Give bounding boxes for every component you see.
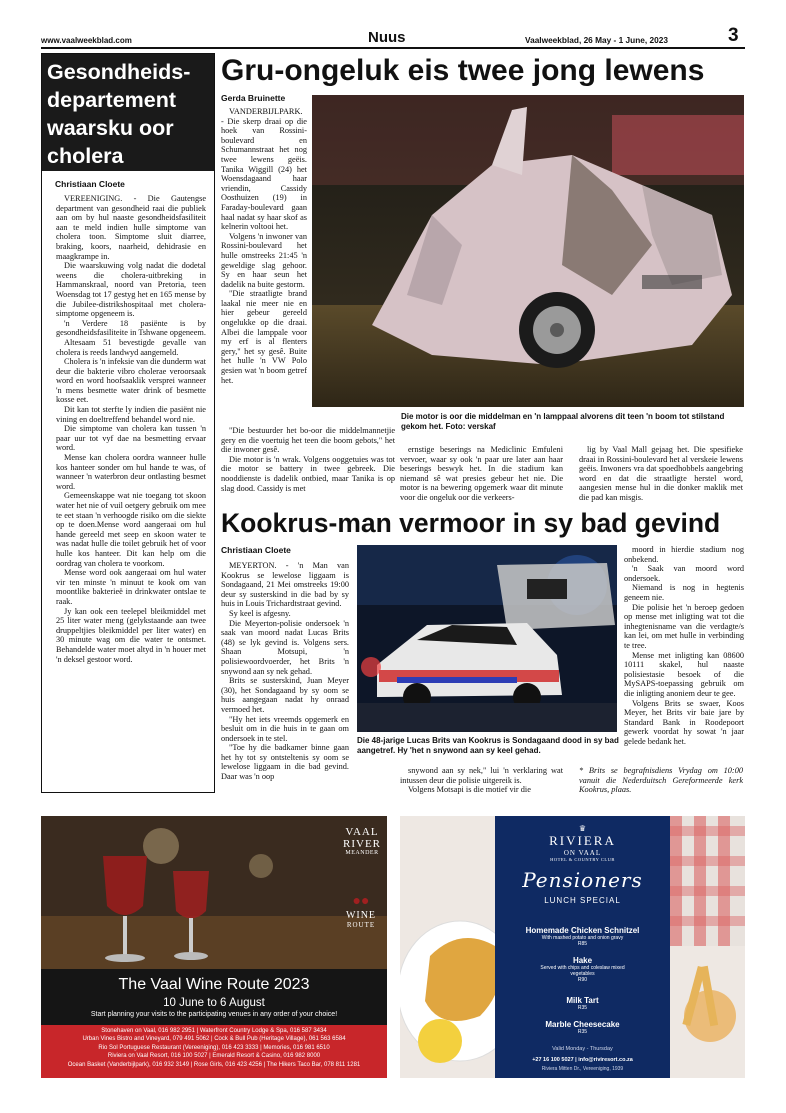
wine-ad-venues [41,1025,387,1078]
story1-photo-caption: Die motor is oor die middelman en 'n lamppaal alvorens dit teen 'n boom tot stilstand gekom het. Foto: verskaf [401,412,725,431]
venue-line: Riviera on Vaal Resort, 016 100 5027 | Emerald Resort & Casino, 016 982 8000 [107,1053,321,1060]
story2-headline: Kookrus-man vermoor in sy bad gevind [221,508,721,538]
brand-name: RIVIERA [549,833,616,848]
site-url[interactable]: www.vaalweekblad.com [41,36,132,45]
brand-line: RIVER [343,838,381,850]
menu-item-price: R85 [577,941,588,947]
story1-byline: Gerda Bruinette [221,93,286,103]
brand-sub2: HOTEL & COUNTRY CLUB [550,857,615,862]
story1-headline: Gru-ongeluk eis twee jong lewens [221,54,705,87]
paragraph: VANDERBIJLPARK. - Die skerp draai op die hoek van Rossini-boulevard en Schumannstraat het nog twee lewens geëis. Tanika Wiggill (24) het Woensdagaand haar vriendin, Cassidy Oosthuizen (19) in Faraday-boulevard gaan haal nadat sy haar skof as kelnerin voltooi het. [221,107,307,232]
paragraph: Mense met inligting kan 08600 10111 skakel, hul naaste polisiestasie besoek of die MySAPS-toepassing gebruik om die inligting anoniem deur te gee. [624,650,744,698]
menu-item-name: Hake [572,956,593,965]
valid-days: Valid Monday - Thursday [552,1046,613,1052]
menu-item [495,1020,670,1044]
story2-byline: Christiaan Cloete [221,545,291,555]
section-label: Nuus [368,29,406,46]
menu-item-price: R35 [577,1029,588,1035]
venue-line: Stonehaven on Vaal, 016 982 2951 | Waterfront Country Lodge & Spa, 016 587 3434 [101,1028,327,1034]
story2-col3 [624,545,744,759]
paragraph: "Hy het iets vreemds opgemerk en besluit om in die huis in te gaan om ondersoek in te stel. [221,714,349,743]
riviera-ad[interactable] [400,816,745,1078]
story1-col2 [221,426,395,502]
brand-line: VAAL [345,826,379,838]
wine-ad-tagline: Start planning your visits to the participating venues in any order of your choice! [90,1011,338,1018]
paragraph: Dit kan tot sterfte ly indien die pasiënt nie vining en doeltreffend behandel word nie. [56,405,206,424]
page-number: 3 [728,25,739,46]
paragraph: 'n Verdere 18 pasiënte is by gesondheidsfasiliteite in Tshwane opgeneem. [56,318,206,338]
paragraph: Cholera is 'n infeksie van die dunderm wat deur die bakterie vibro cholerae veroorsaak word en word hoofsaaklik versprei wanneer 'n mens besmette water drink of besmette kosse eet. [56,357,206,405]
paragraph: VEREENIGING. - Die Gautengse department van gesondheid raai die publiek aan om by hul naaste gesondheidsfasiliteit aan te meld indien hulle simptome van cholera toon. Simptome sluit diarree, braking, koors, naarheid, dehidrasie en maagkrampe in. [56,194,206,261]
vaal-river-meander-logo [337,826,387,856]
story2-note: * Brits se begrafnisdiens Vrydag om 10:00 vanuit die Nederduitsch Gereformeerde kerk Kookrus, plaas. [579,766,743,795]
contact-info: +27 16 100 5027 | info@riviresort.co.za [532,1057,633,1063]
story1-col3 [400,445,563,502]
paragraph: Die waarskuwing volg nadat die dodetal weens die cholera-uitbreking in Hammanskraal, noord van Pretoria, teen Woensdag tot 17 gestyg het en 165 mense by die Jubilee-distrikshospitaal met cholera-simptome opgeneem is. [56,261,206,319]
menu-item [495,926,670,956]
paragraph: Jy kan ook een teelepel bleikmiddel met 25 liter water meng (gelykstaande aan twee druppeltjies bleikmiddel per liter water) en 30 minute wag om die water te ontsmet. Behandelde water moet altyd in 'n houer met 'n deksel gestoor word. [56,606,206,664]
paragraph: "Die bestuurder het bo-oor die middelmannetjie gery en die voertuig het teen die boom gebots," het die inwoner gesê. [221,426,395,455]
story1-col1 [221,107,307,425]
brand-sub: ON VAAL [563,849,602,857]
badge-line: WINE [345,910,377,921]
wine-ad-title: The Vaal Wine Route 2023 [118,976,310,993]
paragraph: Altesaam 51 bevestigde gevalle van cholera is reeds landwyd aangemeld. [56,337,206,357]
menu-item-desc: With mashed potato and onion gravy [541,935,624,941]
paragraph: Mense word ook aangeraai om hul water vir ten minste 'n minuut te kook om van moontlike bakterieë in drinkwater ontslae te raak. [56,568,206,606]
paragraph: "Die straatligte brand laakal nie meer nie en hier gebeur gereeld ongelukke op die draai. Albei die lamppale voor my erf is al flenters gery," het sy gesê. Buite het hulle 'n VW Polo gesien wat 'n boom getref het. [221,289,307,385]
paragraph: Volgens Motsapi is die motief vir die [408,785,531,795]
address: Riviera Mitten Dr., Vereeniging, 1939 [541,1066,624,1072]
sidebar-byline: Christiaan Cloete [55,179,125,189]
wine-route-ad[interactable] [41,816,387,1078]
paragraph: MEYERTON. - 'n Man van Kookrus se lewelose liggaam is Sondagaand, 21 Mei omstreeks 19:00 deur sy susterskind in die bad by sy huis in Louis Trichardtstraat gevind. [221,561,349,609]
lunch-special: LUNCH SPECIAL [544,896,621,905]
menu-item-name: Marble Cheesecake [545,1020,620,1029]
wine-ad-dates: 10 June to 6 August [163,997,265,1009]
menu-item-price: R90 [577,977,588,983]
story2-photo-caption: Die 48-jarige Lucas Brits van Kookrus is Sondagaand dood in sy bad aangetref. Hy 'het n snywond aan sy keel gehad. [357,736,619,755]
paragraph: Gemeenskappe wat nie toegang tot skoon water het nie of vuil oetgery gebruik om mee te eet staan 'n verhoogde risiko om die siekte op te doen.Mense word aangeraai om hul hande gereeld met seep en skoon water te was nadat hulle die toilet gebruik het of voor hulle kos hanteer. Dit kan help om die oordrag van cholera te voorkom. [56,491,206,568]
issue-date: Vaalweekblad, 26 May - 1 June, 2023 [525,35,668,45]
header-rule [41,47,745,49]
paragraph: Brits se susterskind, Juan Meyer (30), het Sondagaand by sy oom se huis aangegaan nadat hy onraad vermoed het. [221,676,349,714]
paragraph: Die simptome van cholera kan tussen 'n paar uur tot vyf dae na besmetting ervaar word. [56,424,206,453]
crash-photo [312,95,744,407]
paragraph: Sy keel is afgesny. [229,608,291,618]
brand-line: MEANDER [345,850,379,856]
menu-item-desc: Served with chips and coleslaw mixed vegetables [540,965,625,977]
wine-route-badge [339,894,383,929]
menu-item [495,996,670,1020]
badge-line: ROUTE [346,921,376,929]
paragraph: Die motor is 'n wrak. Volgens ooggetuies was tot die motor se battery in twee gebreek. Die nooddienste is dadelik ontbied, maar Tanika is op slag dood. Cassidy is met [221,454,395,493]
sidebar-border [41,53,215,793]
menu-item-price: R35 [577,1005,588,1011]
paragraph: moord in hierdie stadium nog onbekend. [624,545,744,564]
venue-line: Rio Sol Portuguese Restaurant (Vereeniging), 016 423 3333 | Memories, 016 981 6510 [98,1044,330,1051]
grapes-icon: ●● [352,894,370,909]
paragraph: Volgens 'n inwoner van Rossini-boulevard het hulle omstreeks 21:45 'n geweldige slag gehoor. Sy en haar seun het dadelik na buite gestorm. [221,231,307,289]
menu-list [495,926,670,1044]
story2-col2 [400,766,563,798]
paragraph: lig by Vaal Mall gejaag het. Die spesifieke draai in Rossini-boulevard het al verskeie lewens geëis. Inwoners vra dat spoedhobbels aangebring word en dat die straatligte herstel word, aangesien mense hul in die donker maklik met die pad kan misgis. [579,445,743,502]
paragraph: 'n Saak van moord word ondersoek. [624,564,744,583]
crown-icon: ♛ [578,824,587,833]
paragraph: ernstige beserings na Mediclinic Emfuleni vervoer, waar sy ook 'n paar ure later aan haar beserings beswyk het. In die stadium kan niemand sê wat presies gebeur het nie. Die motor is na bewering opgemerk waar dit minute voor die ongeluk oor die verkeers- [400,445,563,502]
police-photo [357,545,617,732]
menu-item-name: Homemade Chicken Schnitzel [525,926,640,935]
paragraph: snywond aan sy nek," lui 'n verklaring wat intussen deur die polisie uitgereik is. [400,766,563,785]
pensioners-title: Pensioners [522,868,643,892]
paragraph: "Toe hy die badkamer binne gaan het hy tot sy ontsteltenis sy oom se lewelose liggaam in die bad gevind. Daar was 'n oop [221,743,349,782]
sidebar-headline: Gesondheids-departement waarsku oor cholera [47,60,191,168]
menu-item-name: Milk Tart [566,996,599,1005]
paragraph: Volgens Brits se swaer, Koos Meyer, het Brits vir baie jare by Standard Bank in Roodepoort gewerk voordat hy sowat 'n jaar gelede bedank het. [624,698,744,746]
paragraph: Niemand is nog in hegtenis geneem nie. [624,583,744,602]
venue-line: Ocean Basket (Vanderbijlpark), 016 932 3149 | Rose Girls, 016 423 4256 | The Hikers Taco Bar, 078 811 1281 [67,1061,361,1068]
paragraph: Mense kan cholera oordra wanneer hulle kos hanteer sonder om hul hande te was, of wanneer 'n waterbron deur ontlasting besmet word. [56,453,206,491]
story2-col1 [221,561,349,801]
menu-item [495,956,670,996]
riviera-logo [495,824,670,862]
paragraph: Die polisie het 'n beroep gedoen op mense met inligting wat tot die inhegtenisname van die verdagte/s kan lei, om met hulle in verbinding te tree. [624,602,744,650]
story1-col4 [579,445,743,502]
paragraph: Die Meyerton-polisie ondersoek 'n saak van moord nadat Lucas Brits (48) se lyk gevind is. Volgens sers. Shaan Motsupi, 'n polisiewoordvoerder, het Brits 'n snywond aan sy nek gehad. [221,618,349,676]
venue-line: Urban Vines Bistro and Vineyard, 079 491 5062 | Cock & Bull Pub (Heritage Village), 061 563 6584 [82,1036,346,1043]
